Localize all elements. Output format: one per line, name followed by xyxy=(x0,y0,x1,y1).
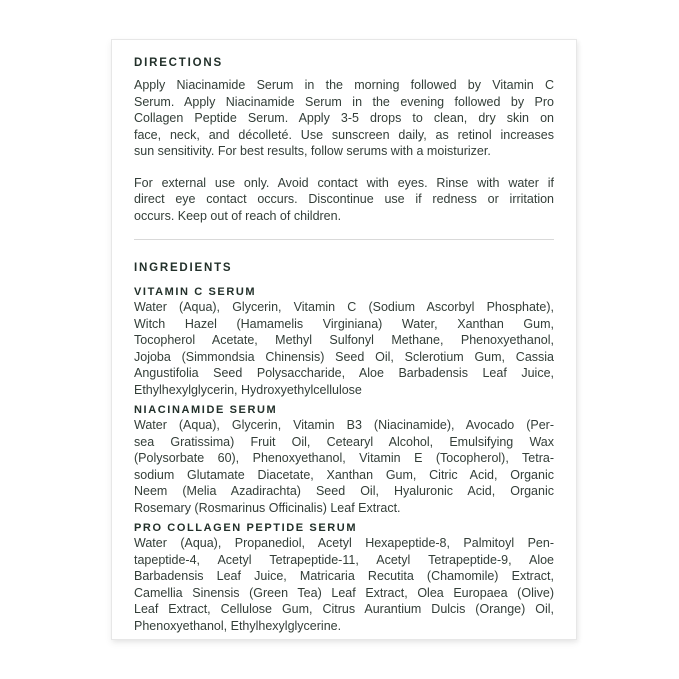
text-line: occurs. Keep out of reach of children. xyxy=(134,208,342,223)
ingredient-group-vitamin-c-serum xyxy=(134,286,554,398)
text-line: Phenoxyethanol, Ethylhexylglycerine. xyxy=(134,618,342,633)
text-line: Collagen Peptide Serum. Apply 3-5 drops to clean, dry skin on xyxy=(134,111,554,125)
text-line: Rosemary (Rosmarinus Officinalis) Leaf Extract. xyxy=(134,500,401,515)
text-line: Barbadensis Leaf Juice, Matricaria Recutita (Chamomile) Extract, xyxy=(134,569,554,583)
ingredients-section xyxy=(134,261,554,634)
text-line: face, neck, and décolleté. Use sunscreen daily, as retinol increases xyxy=(134,127,554,142)
text-line: Water (Aqua), Propanediol, Acetyl Hexapeptide-8, Palmitoyl Pen- xyxy=(134,536,554,550)
text-line: sea Gratissima) Fruit Oil, Cetearyl Alcohol, Emulsifying Wax xyxy=(134,434,554,449)
text-line: Camellia Sinensis (Green Tea) Leaf Extract, Olea Europaea (Olive) xyxy=(134,585,554,600)
text-line: Angustifolia Seed Polysaccharide, Aloe Barbadensis Leaf Juice, xyxy=(134,366,554,380)
directions-paragraph-usage xyxy=(134,77,554,160)
text-line: Water (Aqua), Glycerin, Vitamin C (Sodium Ascorbyl Phosphate), xyxy=(134,300,554,314)
text-line: Water (Aqua), Glycerin, Vitamin B3 (Niacinamide), Avocado (Per- xyxy=(134,418,554,432)
text-line: sun sensitivity. For best results, follow serums with a moisturizer. xyxy=(134,144,491,158)
directions-paragraph-warning xyxy=(134,175,554,225)
ingredient-group-title: VITAMIN C SERUM xyxy=(134,286,257,298)
text-line: Jojoba (Simmondsia Chinensis) Seed Oil, Sclerotium Gum, Cassia xyxy=(134,349,554,364)
ingredient-group-pro-collagen-peptide-serum xyxy=(134,522,554,634)
text-line: Tocopherol Acetate, Methyl Sulfonyl Methane, Phenoxyethanol, xyxy=(134,333,554,347)
text-line: Neem (Melia Azadirachta) Seed Oil, Hyaluronic Acid, Organic xyxy=(134,484,554,498)
text-line: Leaf Extract, Cellulose Gum, Citrus Aurantium Dulcis (Orange) Oil, xyxy=(134,602,554,616)
product-label-card xyxy=(111,39,577,640)
ingredient-group-list xyxy=(134,299,554,398)
directions-heading: DIRECTIONS xyxy=(134,57,223,69)
ingredients-heading: INGREDIENTS xyxy=(134,262,233,274)
ingredient-group-title: NIACINAMIDE SERUM xyxy=(134,404,278,416)
section-divider xyxy=(134,239,554,240)
directions-section xyxy=(134,56,554,224)
text-line: (Polysorbate 60), Phenoxyethanol, Vitamin E (Tocopherol), Tetra- xyxy=(134,451,554,465)
text-line: Witch Hazel (Hamamelis Virginiana) Water, Xanthan Gum, xyxy=(134,316,554,331)
ingredient-group-niacinamide-serum xyxy=(134,404,554,516)
ingredient-group-title: PRO COLLAGEN PEPTIDE SERUM xyxy=(134,522,358,534)
text-line: direct eye contact occurs. Discontinue use if redness or irritation xyxy=(134,192,554,206)
ingredient-group-list xyxy=(134,535,554,634)
text-line: Serum. Apply Niacinamide Serum in the evening followed by Pro xyxy=(134,94,554,109)
ingredient-group-list xyxy=(134,417,554,516)
text-line: Ethylhexylglycerin, Hydroxyethylcellulose xyxy=(134,382,362,397)
text-line: Apply Niacinamide Serum in the morning followed by Vitamin C xyxy=(134,78,554,92)
text-line: sodium Glutamate Diacetate, Xanthan Gum, Citric Acid, Organic xyxy=(134,467,554,482)
text-line: For external use only. Avoid contact with eyes. Rinse with water if xyxy=(134,175,554,190)
text-line: tapeptide-4, Acetyl Tetrapeptide-11, Acetyl Tetrapeptide-9, Aloe xyxy=(134,552,554,567)
